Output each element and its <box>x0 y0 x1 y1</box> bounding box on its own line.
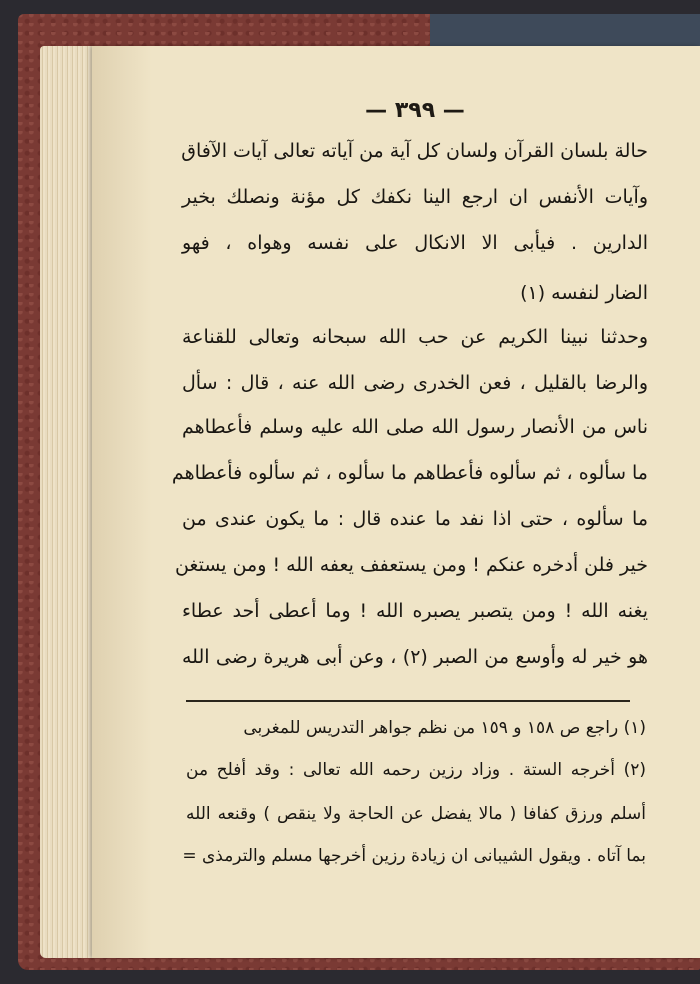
footnote-line: (٢) أخرجه الستة . وزاد رزين رحمه الله تعالى : وقد أفلح من <box>186 760 646 780</box>
footnote-line: بما آتاه . ويقول الشيبانى ان زيادة رزين أخرجها مسلم والترمذى = <box>182 846 646 866</box>
text-line: الدارين . فيأبى الا الانكال على نفسه وهواه ، فهو <box>182 232 648 254</box>
text-line: الضار لنفسه (١) <box>520 282 648 304</box>
text-line: والرضا بالقليل ، فعن الخدرى رضى الله عنه ، قال : سأل <box>182 372 648 394</box>
text-line: وحدثنا نبينا الكريم عن حب الله سبحانه وتعالى للقناعة <box>182 326 648 348</box>
text-line: يغنه الله ! ومن يتصبر يصبره الله ! وما أعطى أحد عطاء <box>182 600 648 622</box>
text-line: ما سألوه ، حتى اذا نفد ما عنده قال : ما يكون عندى من <box>182 508 648 530</box>
footnote-line: أسلم ورزق كفافا ( مالا يفضل عن الحاجة ولا ينقص ) وقنعه الله <box>186 804 646 824</box>
footnote-line: (١) راجع ص ١٥٨ و ١٥٩ من نظم جواهر التدريس للمغربى <box>243 718 646 738</box>
text-line: وآيات الأنفس ان ارجع الينا نكفك كل مؤنة ونصلك بخير <box>182 186 648 208</box>
cover-cloth-band <box>430 14 700 46</box>
text-line: هو خير له وأوسع من الصبر (٢) ، وعن أبى هريرة رضى الله <box>182 646 648 668</box>
text-line: خير فلن أدخره عنكم ! ومن يستعفف يعفه الله ! ومن يستغن <box>174 554 648 576</box>
text-line: ما سألوه ، ثم سألوه فأعطاهم ما سألوه ، ثم سألوه فأعطاهم <box>171 462 648 484</box>
text-line: ناس من الأنصار رسول الله صلى الله عليه وسلم فأعطاهم <box>182 416 648 438</box>
text-line: حالة بلسان القرآن ولسان كل آية من آياته تعالى آيات الآفاق <box>181 140 648 162</box>
footnote-divider <box>186 700 630 702</box>
page-number: — ٣٩٩ — <box>365 98 465 123</box>
